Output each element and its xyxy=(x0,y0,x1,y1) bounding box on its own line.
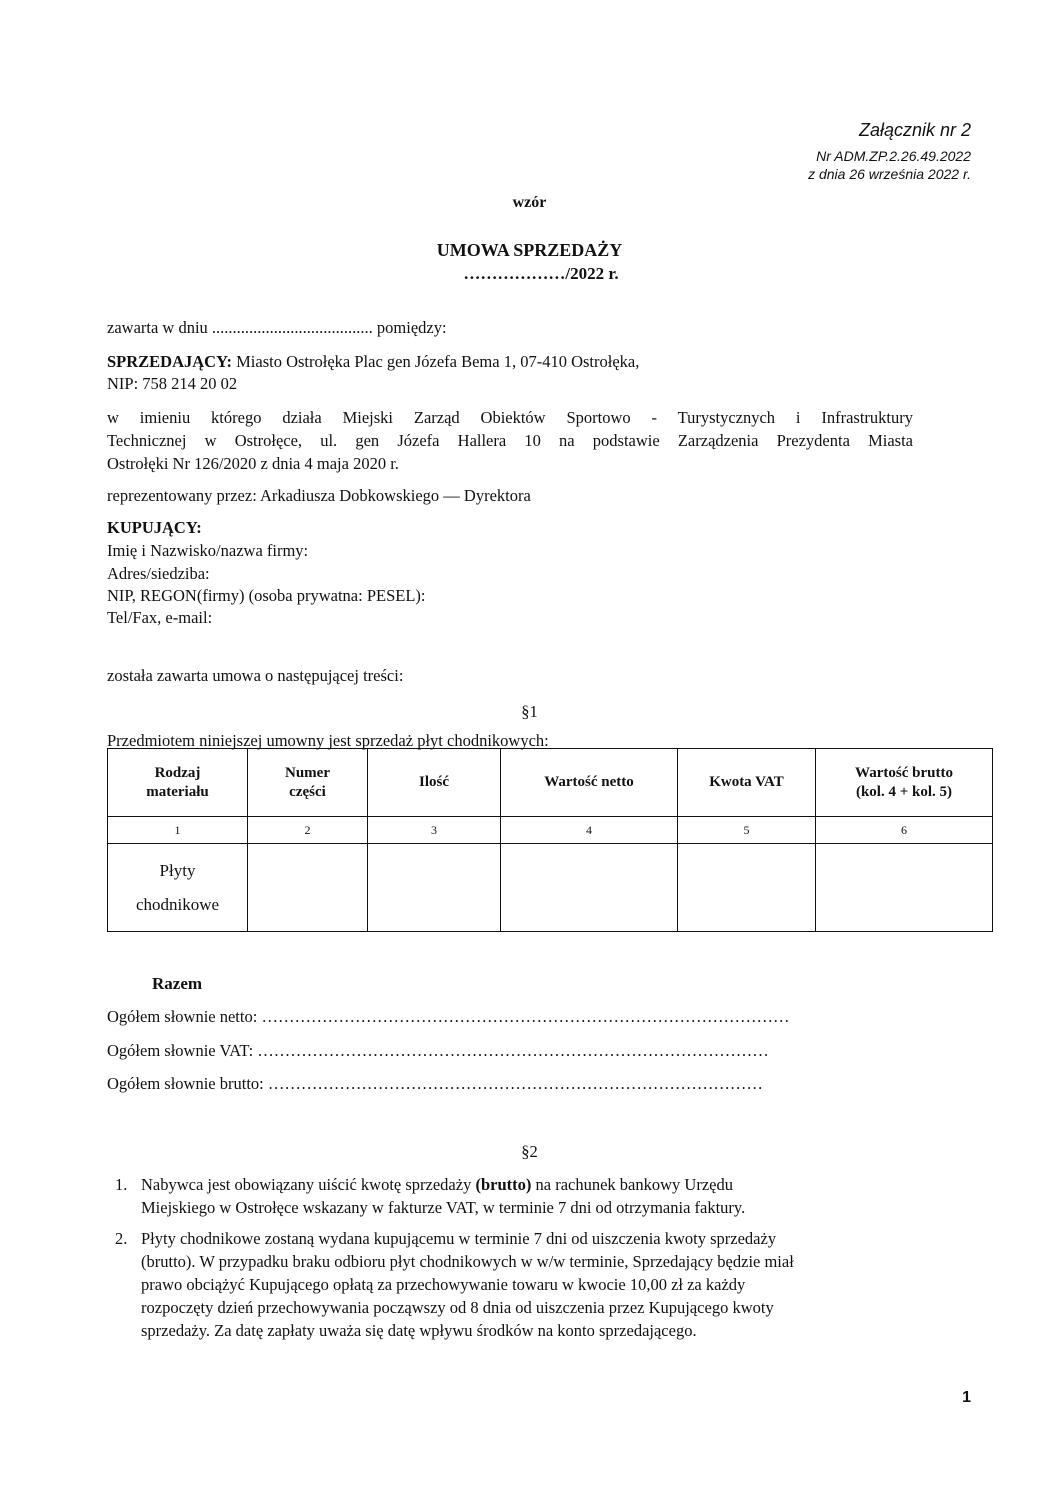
header-part-number: Numer części xyxy=(248,749,368,817)
template-label: wzór xyxy=(512,194,547,211)
material-cell: Płyty chodnikowe xyxy=(108,844,248,932)
list-item: 2. Płyty chodnikowe zostaną wydana kupującemu w terminie 7 dni od uiszczenia kwoty sprzedaży (brutto). W przypadku braku odbioru płyt chodnikowych w w/w terminie, Sprzedający będzie miał prawo obciążyć Kupującego opłatą za przechowywanie towaru w kwocie 10,00 zł za każdy rozpoczęty dzień przechowywania począwszy od 8 dnia od uiszczenia przez Kupującego kwoty sprzedaży. Za datę zapłaty uważa się datę wpływu środków na konto sprzedającego. xyxy=(115,1229,794,1340)
seller-block xyxy=(107,352,639,372)
reference-date: z dnia 26 września 2022 r. xyxy=(808,166,971,182)
section-1-intro: Przedmiotem niniejszej umowny jest sprzedaż płyt chodnikowych: xyxy=(107,731,549,750)
net-value-cell xyxy=(501,844,678,932)
page-number: 1 xyxy=(962,1389,971,1406)
document-title: UMOWA SPRZEDAŻY xyxy=(436,240,623,260)
col-number: 4 xyxy=(501,817,678,844)
col-number: 1 xyxy=(108,817,248,844)
header-gross-value: Wartość brutto (kol. 4 + kol. 5) xyxy=(816,749,993,817)
table-column-numbers xyxy=(108,817,993,844)
buyer-ids: NIP, REGON(firmy) (osoba prywatna: PESEL): xyxy=(107,586,426,605)
buyer-address: Adres/siedziba: xyxy=(107,564,210,583)
col-number: 2 xyxy=(248,817,368,844)
seller-label: SPRZEDAJĄCY: xyxy=(107,352,232,371)
col-number: 3 xyxy=(368,817,501,844)
buyer-contact: Tel/Fax, e-mail: xyxy=(107,608,213,627)
vat-amount-cell xyxy=(678,844,816,932)
gross-value-cell xyxy=(816,844,993,932)
concluded-on: zawarta w dniu ....................................... pomiędzy: xyxy=(107,318,447,337)
table-header-row xyxy=(108,749,993,817)
reference-number: Nr ADM.ZP.2.26.49.2022 xyxy=(816,148,971,164)
acting-line-2: Technicznej w Ostrołęce, ul. gen Józefa Hallera 10 na podstawie Zarządzenia Prezydenta Miasta xyxy=(107,431,913,450)
col-number: 6 xyxy=(816,817,993,844)
buyer-label: KUPUJĄCY: xyxy=(107,518,202,537)
seller-nip: NIP: 758 214 20 02 xyxy=(107,374,238,393)
contract-intro: została zawarta umowa o następującej treści: xyxy=(107,666,404,685)
totals-label: Razem xyxy=(152,974,203,993)
attachment-label: Załącznik nr 2 xyxy=(858,120,971,140)
section-2-list xyxy=(107,1173,927,1342)
part-number-cell xyxy=(248,844,368,932)
header-vat-amount: Kwota VAT xyxy=(678,749,816,817)
header-quantity: Ilość xyxy=(368,749,501,817)
total-net-words: Ogółem słownie netto: …………………………………………………………………………………… xyxy=(107,1007,790,1026)
header-net-value: Wartość netto xyxy=(501,749,678,817)
section-1-title: §1 xyxy=(521,702,538,721)
col-number: 5 xyxy=(678,817,816,844)
acting-line-3: Ostrołęki Nr 126/2020 z dnia 4 maja 2020 r. xyxy=(107,454,399,473)
represented-by: reprezentowany przez: Arkadiusza Dobkowskiego — Dyrektora xyxy=(107,486,531,505)
acting-line-1: w imieniu którego działa Miejski Zarząd Obiektów Sportowo - Turystycznych i Infrastruktury xyxy=(107,408,913,427)
section-2-title: §2 xyxy=(521,1142,538,1161)
list-item: 1. Nabywca jest obowiązany uiścić kwotę sprzedaży (brutto) na rachunek bankowy Urzędu Miejskiego w Ostrołęce wskazany w fakturze VAT, w terminie 7 dni od otrzymania faktury. xyxy=(115,1175,746,1217)
quantity-cell xyxy=(368,844,501,932)
contract-number: ………………/2022 r. xyxy=(463,264,619,283)
total-gross-words: Ogółem słownie brutto: ……………………………………………………………………………… xyxy=(107,1074,763,1093)
items-table xyxy=(107,748,993,932)
total-vat-words: Ogółem słownie VAT: ………………………………………………………………………………… xyxy=(107,1041,769,1060)
seller-address: Miasto Ostrołęka Plac gen Józefa Bema 1, 07-410 Ostrołęka, xyxy=(232,352,640,371)
header-material: Rodzaj materiału xyxy=(108,749,248,817)
buyer-name: Imię i Nazwisko/nazwa firmy: xyxy=(107,541,309,560)
table-row xyxy=(108,844,993,932)
